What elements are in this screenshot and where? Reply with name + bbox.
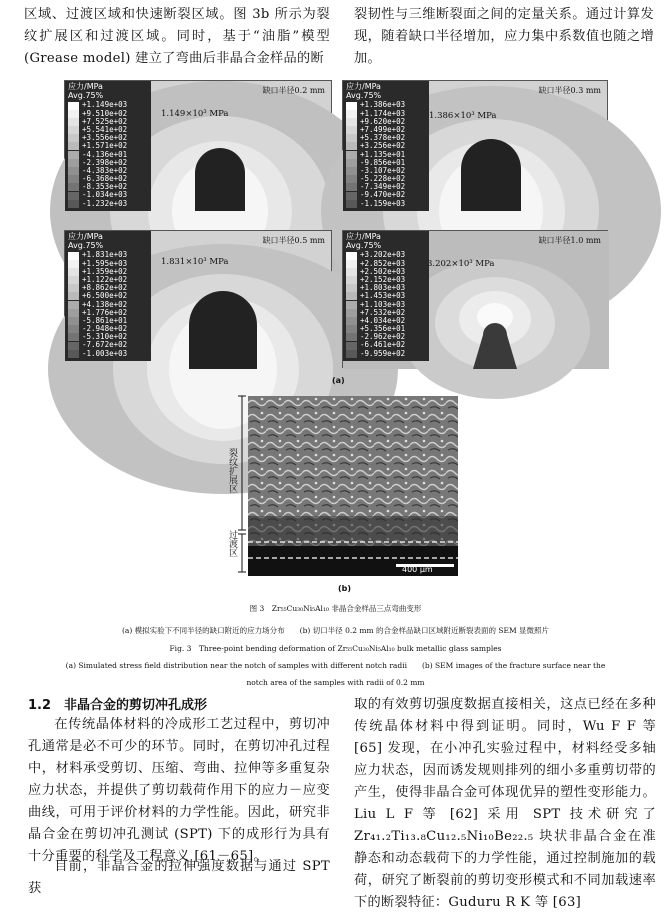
legend-value: +4.138e+02	[82, 299, 128, 309]
legend-value: -5.228e+02	[360, 174, 406, 184]
legend-swatch	[68, 350, 79, 358]
legend-value: +8.862e+02	[82, 283, 128, 293]
legend-avg: Avg.75%	[346, 91, 382, 101]
legend-value: -1.232e+03	[82, 198, 128, 208]
legend-value: +5.356e+01	[360, 324, 406, 334]
legend-value: +1.103e+03	[360, 299, 406, 309]
stress-legend	[65, 231, 151, 361]
legend-swatch	[68, 167, 79, 175]
stress-panel-r10	[342, 230, 608, 368]
notch-radius-label: 缺口半径0.3 mm	[538, 86, 601, 95]
caption-en-title: Fig. 3 Three-point bending deformation of Zr₅₅Cu₃₀Ni₅Al₁₀ bulk metallic glass samples	[169, 644, 502, 653]
peak-stress-label: 3.202×10³ MPa	[427, 259, 495, 269]
legend-swatch	[68, 342, 79, 350]
legend-swatch	[68, 333, 79, 341]
legend-swatch	[68, 317, 79, 325]
legend-swatch	[346, 350, 357, 358]
legend-row	[346, 200, 426, 208]
legend-value: +1.122e+02	[82, 274, 128, 284]
legend-swatch	[346, 159, 357, 167]
legend-value: +7.499e+02	[360, 124, 406, 134]
legend-swatch	[346, 252, 357, 260]
notch-radius-label: 缺口半径0.2 mm	[262, 86, 325, 95]
legend-value: +1.149e+03	[82, 100, 128, 110]
bottom-right-paragraph: 取的有效剪切强度数据直接相关，这点已经在多种传统晶体材料中得到证明。同时，Wu F F 等 [65] 发现，在小冲孔实验过程中，材料经受多轴应力状态，因而诱发规则排列的细小多重剪切带的产生，使得非晶合金可体现优异的塑性变形能力。Liu L F 等 [62] 采用 SPT 技术研究了 Zr₄₁.₂Ti₁₃.₈Cu₁₂.₅Ni₁₀Be₂₂.₅ 块状非晶合金在准静态和动态载荷下的力学性能，通过控制施加的载荷，研究了断裂前的剪切变形模式和不同加载速率下的断裂特征：Guduru R K 等 [63]	[354, 697, 656, 910]
legend-swatch	[346, 333, 357, 341]
legend-swatch	[68, 175, 79, 183]
legend-value: +3.256e+02	[360, 141, 406, 151]
legend-swatch	[346, 268, 357, 276]
legend-swatch	[68, 301, 79, 309]
legend-header: 应力/MPa	[68, 232, 103, 241]
legend-value: +1.803e+03	[360, 283, 406, 293]
legend-swatch	[68, 252, 79, 260]
legend-swatch	[68, 276, 79, 284]
legend-value: +2.152e+03	[360, 274, 406, 284]
legend-avg: Avg.75%	[346, 241, 382, 251]
notch-radius-label: 缺口半径0.5 mm	[262, 236, 325, 245]
subfigure-label-a: (a)	[332, 376, 345, 385]
legend-swatch	[346, 301, 357, 309]
top-right-paragraph: 裂韧性与三维断裂面之间的定量关系。通过计算发现，随着缺口半径增加，应力集中系数值也随之增加。	[354, 7, 654, 66]
legend-value: +5.378e+02	[360, 133, 406, 143]
legend-value: -2.948e+02	[82, 324, 128, 334]
legend-value: -7.672e+02	[82, 340, 128, 350]
legend-value: -9.959e+02	[360, 348, 406, 358]
legend-swatch	[346, 192, 357, 200]
legend-value: -7.349e+02	[360, 182, 406, 192]
legend-value: -5.861e+01	[82, 315, 128, 325]
stress-legend	[343, 81, 429, 211]
stress-panel-r05	[64, 230, 332, 368]
legend-swatch	[346, 126, 357, 134]
legend-swatch	[68, 134, 79, 142]
legend-value: -1.034e+03	[82, 190, 128, 200]
legend-swatch	[346, 183, 357, 191]
bottom-left-paragraph-1: 在传统晶体材料的冷成形工艺过程中，剪切冲孔通常是必不可少的环节。同时，在剪切冲孔过程中，材料承受剪切、压缩、弯曲、拉伸等多重复杂应力状态，并提供了剪切载荷作用下的应力－应变曲线，可用于评价材料的力学性能。因此，研究非晶合金在剪切冲孔测试 (SPT) 下的成形行为具有十分重要的科学及工程意义 [61－65]。	[28, 717, 330, 864]
legend-swatch	[68, 142, 79, 150]
legend-avg: Avg.75%	[68, 91, 104, 101]
legend-value: -9.470e+02	[360, 190, 406, 200]
caption-cn-sub: (a) 模拟实验下不同半径的缺口附近的应力场分布 (b) 切口半径 0.2 mm 的合金样品缺口区域附近断裂表面的 SEM 显微照片	[121, 626, 550, 635]
legend-swatch	[346, 342, 357, 350]
legend-value: -9.856e+01	[360, 157, 406, 167]
caption-cn-title: 图 3 Zr₅₅Cu₃₀Ni₅Al₁₀ 非晶合金样品三点弯曲变形	[249, 604, 422, 613]
legend-swatch	[68, 118, 79, 126]
stress-legend	[343, 231, 429, 361]
legend-swatch	[346, 167, 357, 175]
transition-zone-label: 过渡区	[227, 530, 237, 557]
stress-panel-r02	[64, 80, 332, 210]
legend-swatch	[346, 134, 357, 142]
legend-value: +9.510e+02	[82, 108, 128, 118]
legend-swatch	[68, 126, 79, 134]
legend-row	[68, 350, 148, 358]
legend-header: 应力/MPa	[346, 232, 381, 241]
legend-header: 应力/MPa	[346, 82, 381, 91]
peak-stress-label: 1.149×10³ MPa	[161, 109, 229, 119]
legend-value: +1.571e+02	[82, 141, 128, 151]
legend-value: -4.383e+02	[82, 165, 128, 175]
legend-value: +3.202e+03	[360, 250, 406, 260]
legend-value: +7.532e+02	[360, 307, 406, 317]
legend-value: +4.034e+02	[360, 315, 406, 325]
legend-value: +1.776e+02	[82, 307, 128, 317]
legend-swatch	[68, 260, 79, 268]
section-title: 1.2 非晶合金的剪切冲孔成形	[28, 698, 208, 713]
top-left-paragraph: 区域、过渡区域和快速断裂区域。图 3b 所示为裂纹扩展区和过渡区域。同时，基于“油脂”模型(Grease model) 建立了弯曲后非晶合金样品的断	[24, 7, 330, 66]
legend-value: +1.453e+03	[360, 291, 406, 301]
stress-panel-r03	[342, 80, 608, 210]
legend-swatch	[68, 151, 79, 159]
stress-legend	[65, 81, 151, 211]
legend-value: -6.368e+02	[82, 174, 128, 184]
subfigure-label-b: (b)	[338, 584, 352, 593]
legend-value: +1.359e+02	[82, 266, 128, 276]
legend-value: +3.556e+02	[82, 133, 128, 143]
legend-value: -2.398e+02	[82, 157, 128, 167]
legend-value: +1.174e+03	[360, 108, 406, 118]
legend-value: -4.136e+01	[82, 149, 128, 159]
legend-value: +5.541e+02	[82, 124, 128, 134]
legend-swatch	[68, 110, 79, 118]
legend-swatch	[346, 142, 357, 150]
legend-swatch	[68, 192, 79, 200]
legend-swatch	[68, 268, 79, 276]
legend-value: +1.135e+01	[360, 149, 406, 159]
legend-swatch	[68, 284, 79, 292]
legend-swatch	[68, 309, 79, 317]
legend-swatch	[68, 292, 79, 300]
legend-swatch	[68, 200, 79, 208]
legend-value: +9.620e+02	[360, 116, 406, 126]
legend-value: -1.159e+03	[360, 198, 406, 208]
legend-value: -2.962e+02	[360, 332, 406, 342]
legend-value: +1.386e+03	[360, 100, 406, 110]
legend-swatch	[346, 110, 357, 118]
peak-stress-label: 1.386×10³ MPa	[429, 111, 497, 121]
legend-value: +1.595e+03	[82, 258, 128, 268]
legend-value: +6.500e+02	[82, 291, 128, 301]
caption-en-sub1: (a) Simulated stress field distribution near the notch of samples with different notch radii (b) SEM images of the fracture surface near the	[65, 661, 606, 670]
legend-swatch	[346, 118, 357, 126]
legend-swatch	[346, 151, 357, 159]
legend-swatch	[68, 183, 79, 191]
legend-value: -8.353e+02	[82, 182, 128, 192]
peak-stress-label: 1.831×10³ MPa	[161, 257, 229, 267]
legend-swatch	[346, 102, 357, 110]
legend-swatch	[346, 325, 357, 333]
legend-swatch	[346, 284, 357, 292]
legend-swatch	[346, 309, 357, 317]
legend-value: +7.525e+02	[82, 116, 128, 126]
bottom-left-paragraph-2: 目前，非晶合金的拉伸强度数据与通过 SPT 获	[28, 859, 330, 896]
legend-swatch	[346, 260, 357, 268]
legend-value: -6.461e+02	[360, 340, 406, 350]
legend-row	[346, 350, 426, 358]
legend-swatch	[68, 159, 79, 167]
legend-swatch	[68, 325, 79, 333]
legend-value: -1.003e+03	[82, 348, 128, 358]
crack-zone-label: 裂纹扩展区	[227, 448, 237, 493]
legend-value: +2.852e+03	[360, 258, 406, 268]
legend-row	[68, 200, 148, 208]
caption-en-sub2: notch area of the samples with radii of 0.2 mm	[246, 678, 425, 687]
sem-fracture-image	[248, 396, 458, 576]
legend-swatch	[346, 292, 357, 300]
sem-texture	[248, 396, 458, 576]
legend-swatch	[346, 175, 357, 183]
legend-swatch	[346, 276, 357, 284]
legend-value: +1.831e+03	[82, 250, 128, 260]
notch-radius-label: 缺口半径1.0 mm	[538, 236, 601, 245]
legend-swatch	[68, 102, 79, 110]
legend-avg: Avg.75%	[68, 241, 104, 251]
legend-header: 应力/MPa	[68, 82, 103, 91]
legend-value: -3.107e+02	[360, 165, 406, 175]
legend-swatch	[346, 200, 357, 208]
legend-value: +2.502e+03	[360, 266, 406, 276]
scale-bar-label: 400 μm	[402, 565, 433, 574]
legend-swatch	[346, 317, 357, 325]
legend-value: -5.310e+02	[82, 332, 128, 342]
